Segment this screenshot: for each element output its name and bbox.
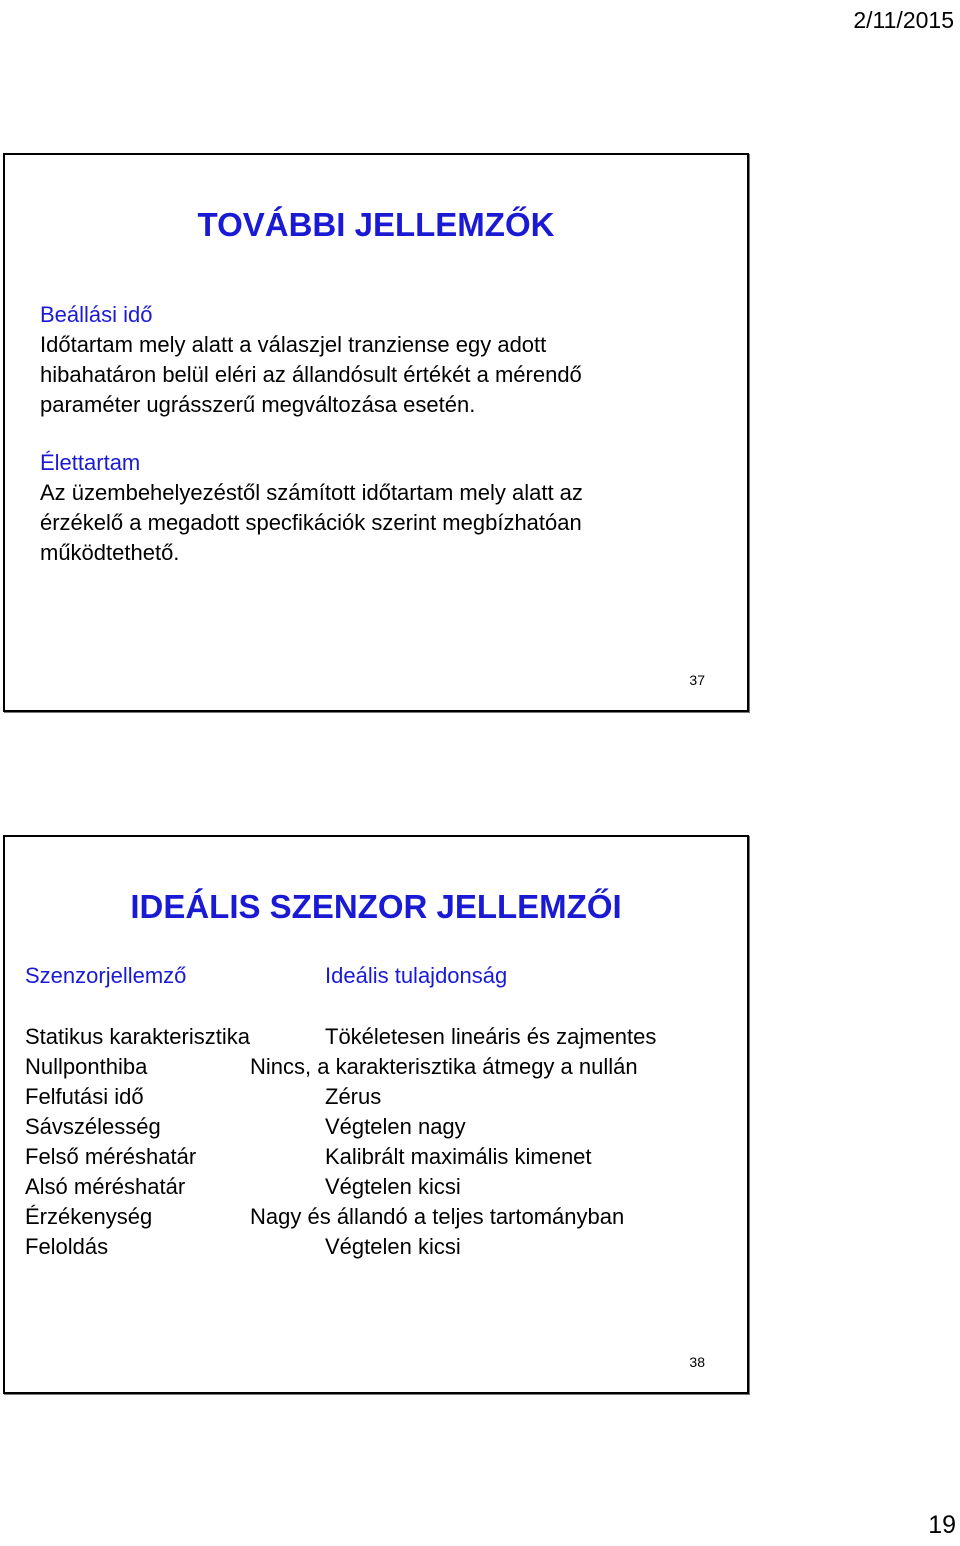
slide-title: TOVÁBBI JELLEMZŐK — [197, 206, 555, 243]
column-header-ideal-property: Ideális tulajdonság — [325, 963, 508, 988]
property-name: Felső méréshatár — [25, 1144, 197, 1169]
property-value: Végtelen kicsi — [325, 1174, 461, 1199]
property-value: Nagy és állandó a teljes tartományban — [250, 1204, 625, 1229]
table-row — [25, 1052, 725, 1082]
table-row — [25, 1202, 725, 1232]
section-settling-time — [40, 300, 720, 420]
table-header — [25, 961, 727, 991]
property-name: Felfutási idő — [25, 1084, 144, 1109]
page-date: 2/11/2015 — [853, 7, 954, 33]
slide-38 — [3, 835, 749, 1394]
property-name: Alsó méréshatár — [25, 1174, 186, 1199]
section-line: érzékelő a megadott specfikációk szerint megbízhatóan — [40, 510, 582, 535]
property-name: Statikus karakterisztika — [25, 1024, 250, 1049]
section-line: működtethető. — [40, 540, 180, 565]
column-header-characteristic: Szenzorjellemző — [25, 963, 187, 988]
property-value: Tökéletesen lineáris és zajmentes — [325, 1024, 657, 1049]
table-row — [25, 1082, 725, 1112]
slide-37 — [3, 153, 749, 712]
properties-table — [25, 1022, 725, 1262]
property-name: Érzékenység — [25, 1204, 153, 1229]
property-value: Végtelen kicsi — [325, 1234, 461, 1259]
section-line: Az üzembehelyezéstől számított időtartam mely alatt az — [40, 480, 583, 505]
table-row — [25, 1232, 725, 1262]
section-line: Időtartam mely alatt a válaszjel tranziense egy adott — [40, 332, 547, 357]
page-number: 19 — [928, 1511, 956, 1539]
property-name: Feloldás — [25, 1234, 109, 1259]
table-row — [25, 1142, 725, 1172]
section-heading: Élettartam — [40, 450, 141, 475]
table-row — [25, 1022, 725, 1052]
property-name: Sávszélesség — [25, 1114, 161, 1139]
section-line: hibahatáron belül eléri az állandósult értékét a mérendő — [40, 362, 582, 387]
property-value: Kalibrált maximális kimenet — [325, 1144, 592, 1169]
property-value: Nincs, a karakterisztika átmegy a nullán — [250, 1054, 638, 1079]
slide-number: 37 — [689, 672, 705, 688]
table-row — [25, 1112, 725, 1142]
property-value: Zérus — [325, 1084, 382, 1109]
section-heading: Beállási idő — [40, 302, 153, 327]
slide-number: 38 — [689, 1354, 705, 1370]
slide-title: IDEÁLIS SZENZOR JELLEMZŐI — [130, 888, 622, 925]
table-row — [25, 1172, 725, 1202]
property-name: Nullponthiba — [25, 1054, 148, 1079]
section-line: paraméter ugrásszerű megváltozása esetén. — [40, 392, 476, 417]
property-value: Végtelen nagy — [325, 1114, 466, 1139]
section-lifetime — [40, 448, 720, 568]
